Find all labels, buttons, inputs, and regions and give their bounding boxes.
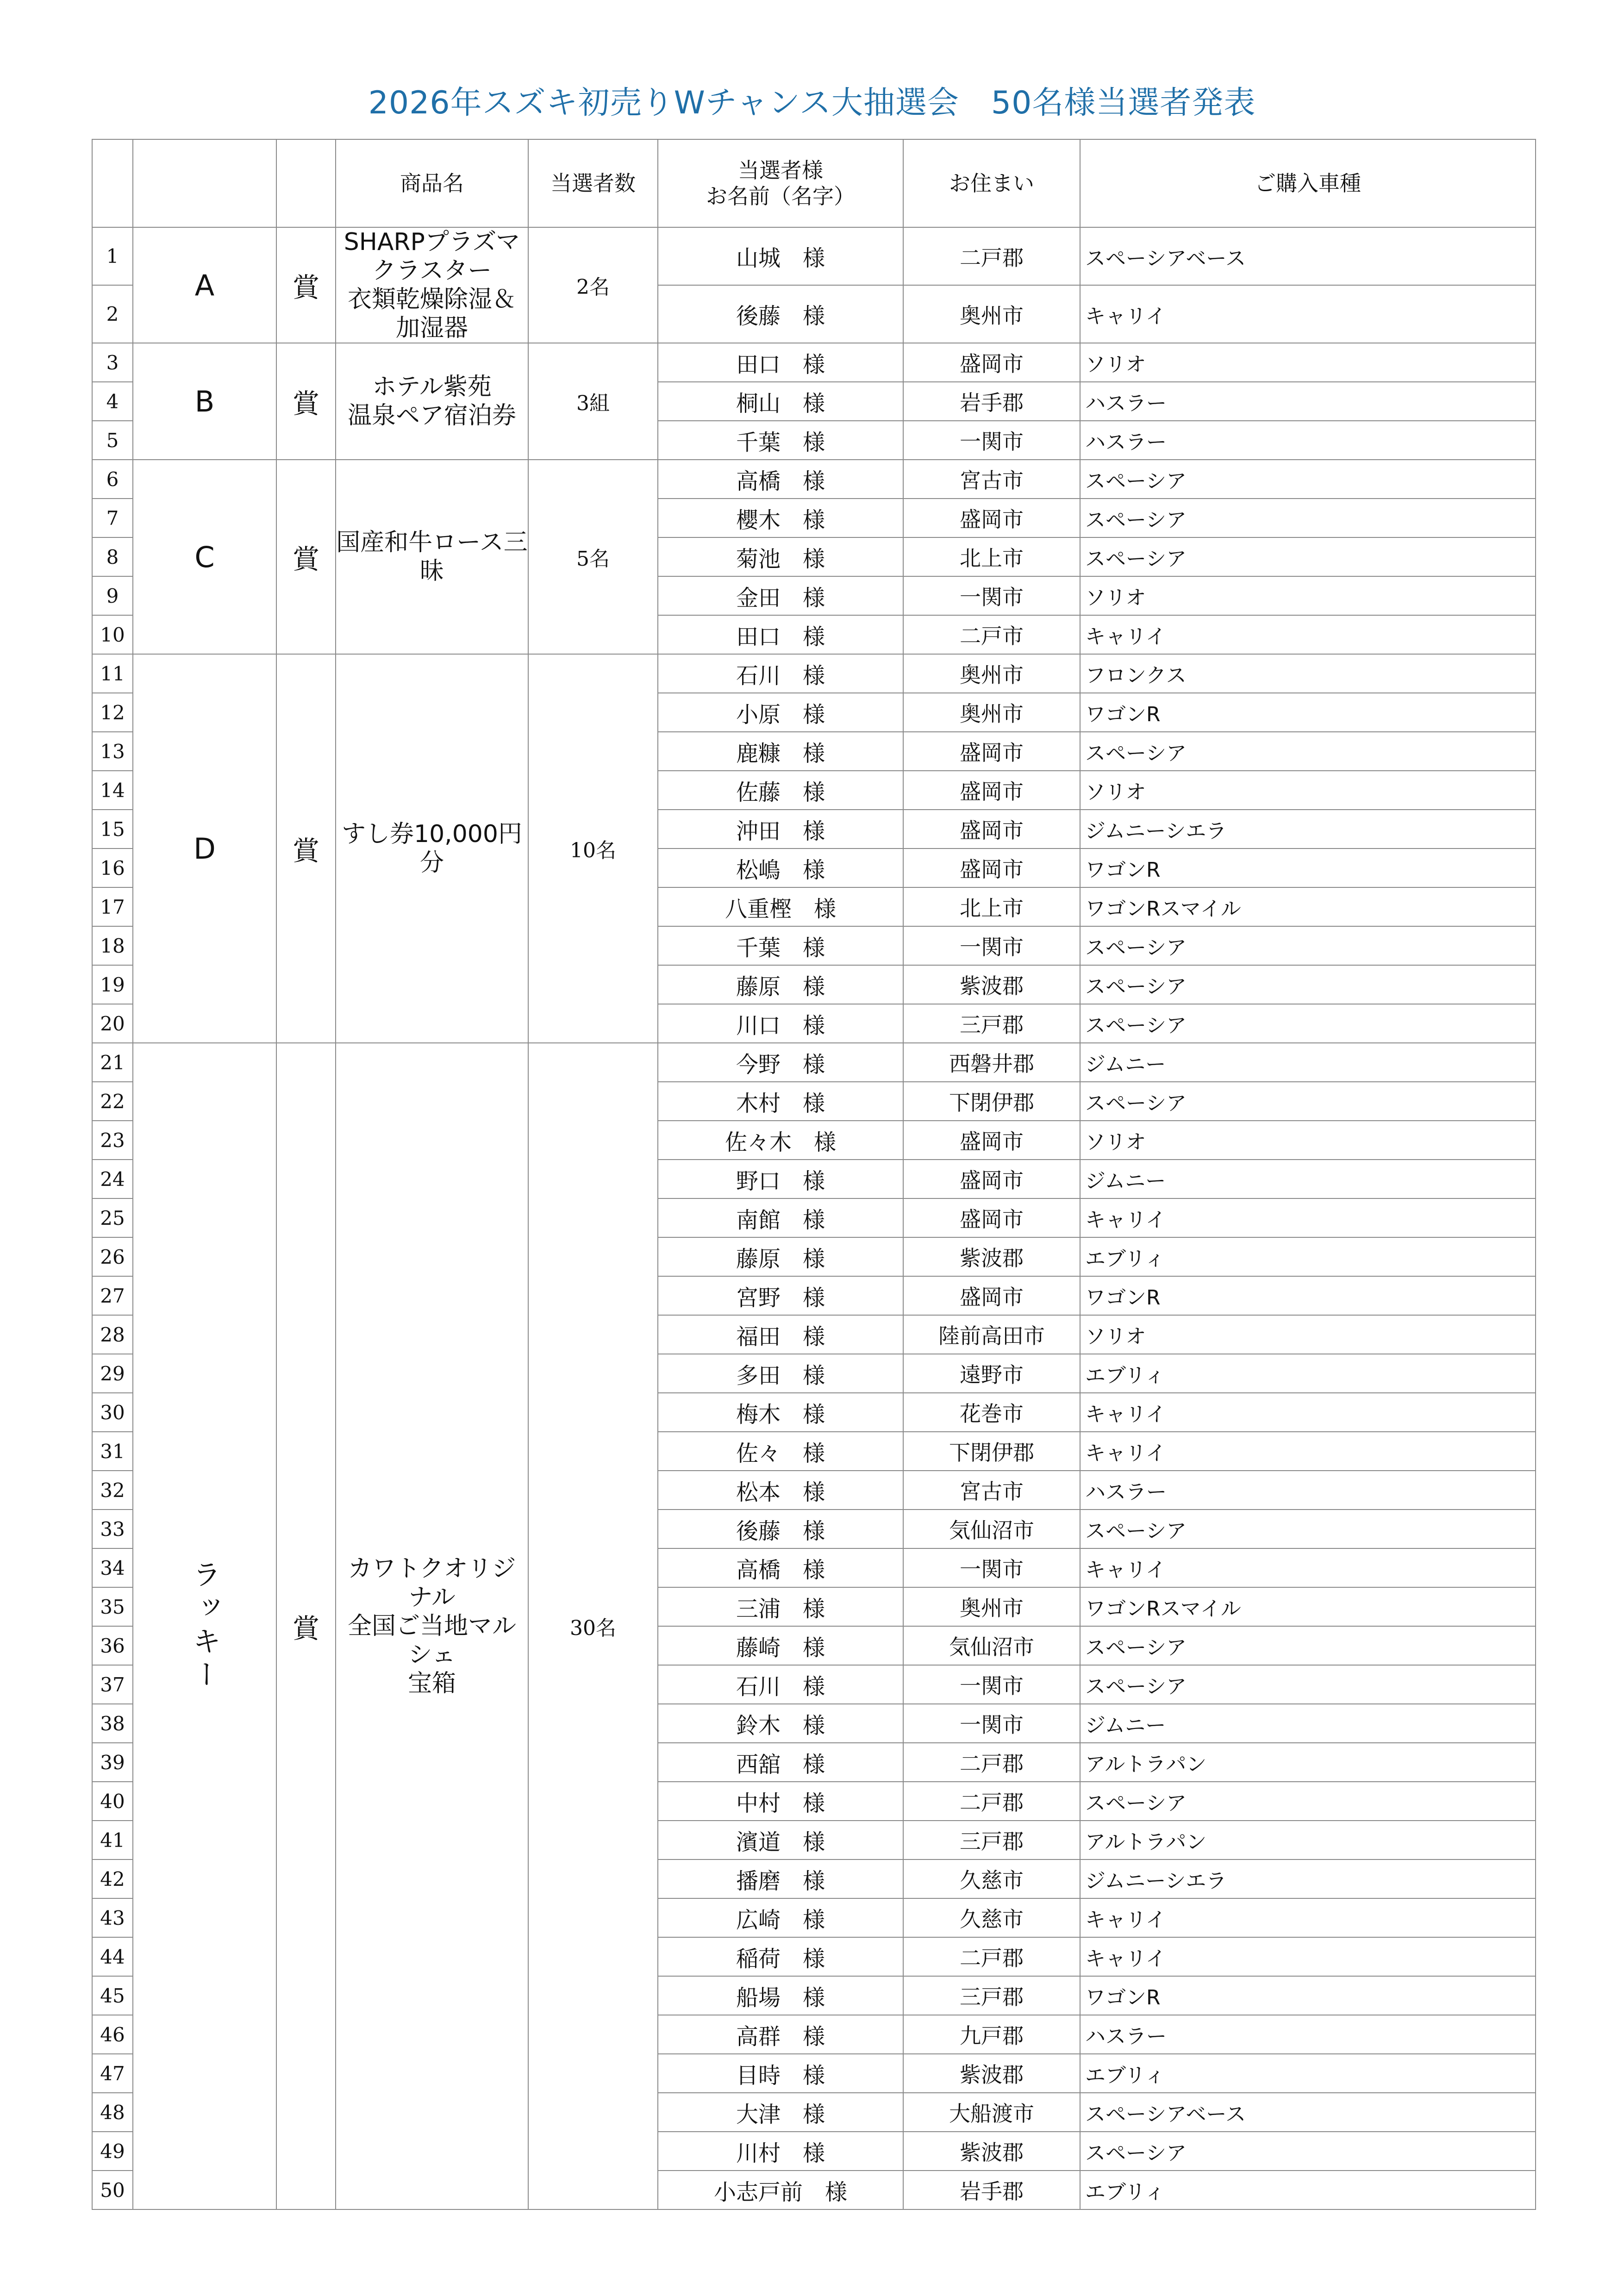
prize-name: すし券10,000円分	[336, 654, 528, 1043]
winner-count: 3組	[528, 343, 658, 460]
winner-address: 盛岡市	[903, 1198, 1080, 1237]
winner-address: 岩手郡	[903, 382, 1080, 421]
winner-car: ハスラー	[1080, 1471, 1536, 1510]
winner-name: 佐々木 様	[658, 1121, 903, 1160]
winner-name: 藤原 様	[658, 965, 903, 1004]
winner-car: ジムニー	[1080, 1160, 1536, 1198]
winner-count: 2名	[528, 227, 658, 343]
winner-car: フロンクス	[1080, 654, 1536, 693]
row-number: 5	[92, 421, 133, 460]
winner-address: 二戸郡	[903, 1743, 1080, 1782]
winner-address: 下閉伊郡	[903, 1432, 1080, 1471]
row-number: 15	[92, 810, 133, 849]
header-sho	[276, 139, 336, 227]
winners-table	[92, 139, 1536, 2210]
prize-name: 国産和牛ロース三昧	[336, 460, 528, 654]
winner-car: ワゴンR	[1080, 1976, 1536, 2015]
winner-car: キャリイ	[1080, 1937, 1536, 1976]
row-number: 46	[92, 2015, 133, 2054]
header-no	[92, 139, 133, 227]
winner-address: 二戸市	[903, 615, 1080, 654]
prize-name: SHARPプラズマクラスター 衣類乾燥除湿＆加湿器	[336, 227, 528, 343]
winner-address: 陸前高田市	[903, 1315, 1080, 1354]
winner-address: 二戸郡	[903, 1937, 1080, 1976]
row-number: 19	[92, 965, 133, 1004]
winner-address: 一関市	[903, 926, 1080, 965]
winner-address: 一関市	[903, 576, 1080, 615]
winner-car: スペーシア	[1080, 1004, 1536, 1043]
winner-name: 木村 様	[658, 1082, 903, 1121]
winner-address: 宮古市	[903, 460, 1080, 499]
winner-name: 後藤 様	[658, 1510, 903, 1548]
winner-address: 久慈市	[903, 1898, 1080, 1937]
winner-address: 二戸郡	[903, 1782, 1080, 1821]
winner-name: 小志戸前 様	[658, 2171, 903, 2209]
winner-car: スペーシア	[1080, 1626, 1536, 1665]
winner-count: 10名	[528, 654, 658, 1043]
header-grade	[133, 139, 276, 227]
row-number: 30	[92, 1393, 133, 1432]
winner-name: 佐々 様	[658, 1432, 903, 1471]
winner-car: ワゴンR	[1080, 693, 1536, 732]
winner-name: 田口 様	[658, 343, 903, 382]
winner-car: ジムニーシエラ	[1080, 810, 1536, 849]
winner-car: ソリオ	[1080, 1121, 1536, 1160]
table-row	[92, 227, 1536, 285]
winner-name: 福田 様	[658, 1315, 903, 1354]
winner-name: 船場 様	[658, 1976, 903, 2015]
winner-car: エブリィ	[1080, 1354, 1536, 1393]
winner-car: キャリイ	[1080, 1898, 1536, 1937]
table-row	[92, 654, 1536, 693]
row-number: 17	[92, 887, 133, 926]
winner-name: 大津 様	[658, 2093, 903, 2132]
winner-name: 梅木 様	[658, 1393, 903, 1432]
prize-name: カワトクオリジナル 全国ご当地マルシェ 宝箱	[336, 1043, 528, 2209]
header-address: お住まい	[903, 139, 1080, 227]
row-number: 32	[92, 1471, 133, 1510]
winner-name: 中村 様	[658, 1782, 903, 1821]
prize-suffix: 賞	[276, 460, 336, 654]
table-row	[92, 1043, 1536, 1082]
winner-car: スペーシア	[1080, 732, 1536, 771]
winner-car: ハスラー	[1080, 421, 1536, 460]
winner-name: 広崎 様	[658, 1898, 903, 1937]
winner-car: エブリィ	[1080, 2054, 1536, 2093]
row-number: 27	[92, 1276, 133, 1315]
winner-address: 一関市	[903, 1548, 1080, 1587]
winner-car: ジムニー	[1080, 1704, 1536, 1743]
winner-address: 気仙沼市	[903, 1626, 1080, 1665]
winner-car: スペーシア	[1080, 926, 1536, 965]
winner-car: エブリィ	[1080, 1237, 1536, 1276]
winner-car: キャリイ	[1080, 1198, 1536, 1237]
row-number: 7	[92, 499, 133, 537]
prize-name: ホテル紫苑 温泉ペア宿泊券	[336, 343, 528, 460]
header-product: 商品名	[336, 139, 528, 227]
row-number: 49	[92, 2132, 133, 2171]
winner-address: 奥州市	[903, 693, 1080, 732]
winner-name: 宮野 様	[658, 1276, 903, 1315]
winner-car: スペーシア	[1080, 1782, 1536, 1821]
winner-address: 三戸郡	[903, 1821, 1080, 1859]
prize-suffix: 賞	[276, 1043, 336, 2209]
winner-address: 一関市	[903, 1704, 1080, 1743]
winner-car: ハスラー	[1080, 2015, 1536, 2054]
winner-name: 播磨 様	[658, 1859, 903, 1898]
prize-grade: C	[133, 460, 276, 654]
winner-car: キャリイ	[1080, 1432, 1536, 1471]
row-number: 20	[92, 1004, 133, 1043]
row-number: 40	[92, 1782, 133, 1821]
winner-name: 千葉 様	[658, 926, 903, 965]
row-number: 28	[92, 1315, 133, 1354]
winner-address: 紫波郡	[903, 1237, 1080, 1276]
winner-address: 三戸郡	[903, 1004, 1080, 1043]
winner-count: 5名	[528, 460, 658, 654]
row-number: 22	[92, 1082, 133, 1121]
winner-car: スペーシア	[1080, 965, 1536, 1004]
row-number: 50	[92, 2171, 133, 2209]
winner-name: 今野 様	[658, 1043, 903, 1082]
row-number: 21	[92, 1043, 133, 1082]
winner-address: 宮古市	[903, 1471, 1080, 1510]
winner-car: ソリオ	[1080, 771, 1536, 810]
winner-name: 桐山 様	[658, 382, 903, 421]
winner-name: 後藤 様	[658, 285, 903, 343]
row-number: 39	[92, 1743, 133, 1782]
row-number: 12	[92, 693, 133, 732]
row-number: 23	[92, 1121, 133, 1160]
winner-name: 石川 様	[658, 1665, 903, 1704]
winner-name: 佐藤 様	[658, 771, 903, 810]
prize-grade: D	[133, 654, 276, 1043]
winner-address: 奥州市	[903, 285, 1080, 343]
winner-car: キャリイ	[1080, 1548, 1536, 1587]
row-number: 36	[92, 1626, 133, 1665]
winner-address: 盛岡市	[903, 1160, 1080, 1198]
winner-car: スペーシア	[1080, 460, 1536, 499]
winner-address: 久慈市	[903, 1859, 1080, 1898]
winner-name: 八重樫 様	[658, 887, 903, 926]
winner-name: 南館 様	[658, 1198, 903, 1237]
winner-car: キャリイ	[1080, 1393, 1536, 1432]
row-number: 48	[92, 2093, 133, 2132]
row-number: 34	[92, 1548, 133, 1587]
row-number: 42	[92, 1859, 133, 1898]
winner-address: 北上市	[903, 887, 1080, 926]
row-number: 43	[92, 1898, 133, 1937]
winner-address: 一関市	[903, 1665, 1080, 1704]
winner-car: ジムニーシエラ	[1080, 1859, 1536, 1898]
winner-address: 岩手郡	[903, 2171, 1080, 2209]
winner-address: 盛岡市	[903, 343, 1080, 382]
winner-name: 松嶋 様	[658, 849, 903, 887]
winner-name: 川口 様	[658, 1004, 903, 1043]
winner-car: ジムニー	[1080, 1043, 1536, 1082]
row-number: 29	[92, 1354, 133, 1393]
winner-name: 高群 様	[658, 2015, 903, 2054]
winner-name: 菊池 様	[658, 537, 903, 576]
prize-suffix: 賞	[276, 343, 336, 460]
winner-address: 盛岡市	[903, 810, 1080, 849]
winner-address: 紫波郡	[903, 2054, 1080, 2093]
winner-car: キャリイ	[1080, 285, 1536, 343]
winner-car: スペーシア	[1080, 1510, 1536, 1548]
header-row	[92, 139, 1536, 227]
winner-car: スペーシア	[1080, 537, 1536, 576]
winner-car: ワゴンR	[1080, 849, 1536, 887]
winner-name: 田口 様	[658, 615, 903, 654]
winner-name: 三浦 様	[658, 1587, 903, 1626]
prize-grade: ラッキー	[133, 1043, 276, 2209]
winner-name: 松本 様	[658, 1471, 903, 1510]
winner-name: 小原 様	[658, 693, 903, 732]
winner-address: 盛岡市	[903, 771, 1080, 810]
winner-name: 川村 様	[658, 2132, 903, 2171]
winner-car: ソリオ	[1080, 576, 1536, 615]
row-number: 47	[92, 2054, 133, 2093]
row-number: 24	[92, 1160, 133, 1198]
row-number: 11	[92, 654, 133, 693]
header-count: 当選者数	[528, 139, 658, 227]
winner-address: 三戸郡	[903, 1976, 1080, 2015]
winner-address: 奥州市	[903, 654, 1080, 693]
winner-address: 紫波郡	[903, 2132, 1080, 2171]
winner-address: 九戸郡	[903, 2015, 1080, 2054]
winner-address: 気仙沼市	[903, 1510, 1080, 1548]
row-number: 41	[92, 1821, 133, 1859]
row-number: 45	[92, 1976, 133, 2015]
winner-car: ソリオ	[1080, 343, 1536, 382]
winner-car: アルトラパン	[1080, 1743, 1536, 1782]
header-name: 当選者様 お名前（名字）	[658, 139, 903, 227]
prize-suffix: 賞	[276, 227, 336, 343]
winner-car: ワゴンR	[1080, 1276, 1536, 1315]
winner-address: 大船渡市	[903, 2093, 1080, 2132]
winner-car: ハスラー	[1080, 382, 1536, 421]
row-number: 14	[92, 771, 133, 810]
winner-name: 濱道 様	[658, 1821, 903, 1859]
table-row	[92, 343, 1536, 382]
table-row	[92, 460, 1536, 499]
winner-address: 紫波郡	[903, 965, 1080, 1004]
header-car: ご購入車種	[1080, 139, 1536, 227]
winner-name: 金田 様	[658, 576, 903, 615]
winner-car: スペーシアベース	[1080, 2093, 1536, 2132]
winner-address: 花巻市	[903, 1393, 1080, 1432]
winner-address: 遠野市	[903, 1354, 1080, 1393]
winner-address: 北上市	[903, 537, 1080, 576]
winner-car: スペーシア	[1080, 1082, 1536, 1121]
winner-name: 鈴木 様	[658, 1704, 903, 1743]
row-number: 44	[92, 1937, 133, 1976]
row-number: 4	[92, 382, 133, 421]
winner-address: 西磐井郡	[903, 1043, 1080, 1082]
winner-name: 野口 様	[658, 1160, 903, 1198]
row-number: 3	[92, 343, 133, 382]
row-number: 18	[92, 926, 133, 965]
row-number: 33	[92, 1510, 133, 1548]
winner-name: 目時 様	[658, 2054, 903, 2093]
winner-name: 藤崎 様	[658, 1626, 903, 1665]
page-title: 2026年スズキ初売りWチャンス大抽選会 50名様当選者発表	[368, 85, 1256, 121]
row-number: 16	[92, 849, 133, 887]
winner-address: 下閉伊郡	[903, 1082, 1080, 1121]
winner-car: スペーシア	[1080, 499, 1536, 537]
winner-address: 盛岡市	[903, 732, 1080, 771]
winner-name: 沖田 様	[658, 810, 903, 849]
row-number: 2	[92, 285, 133, 343]
winner-car: ワゴンRスマイル	[1080, 1587, 1536, 1626]
winner-name: 稲荷 様	[658, 1937, 903, 1976]
winner-name: 鹿糠 様	[658, 732, 903, 771]
winner-name: 山城 様	[658, 227, 903, 285]
prize-suffix: 賞	[276, 654, 336, 1043]
winner-car: スペーシア	[1080, 1665, 1536, 1704]
winner-car: エブリィ	[1080, 2171, 1536, 2209]
row-number: 10	[92, 615, 133, 654]
winner-name: 高橋 様	[658, 460, 903, 499]
winner-address: 奥州市	[903, 1587, 1080, 1626]
winner-name: 千葉 様	[658, 421, 903, 460]
winner-address: 盛岡市	[903, 1121, 1080, 1160]
winner-count: 30名	[528, 1043, 658, 2209]
winner-name: 多田 様	[658, 1354, 903, 1393]
winners-body	[92, 227, 1536, 2209]
winner-name: 櫻木 様	[658, 499, 903, 537]
row-number: 13	[92, 732, 133, 771]
row-number: 6	[92, 460, 133, 499]
prize-grade: B	[133, 343, 276, 460]
winner-address: 二戸郡	[903, 227, 1080, 285]
winner-car: ソリオ	[1080, 1315, 1536, 1354]
row-number: 38	[92, 1704, 133, 1743]
row-number: 31	[92, 1432, 133, 1471]
winner-car: ワゴンRスマイル	[1080, 887, 1536, 926]
winner-name: 高橋 様	[658, 1548, 903, 1587]
row-number: 9	[92, 576, 133, 615]
row-number: 26	[92, 1237, 133, 1276]
winner-car: スペーシア	[1080, 2132, 1536, 2171]
row-number: 8	[92, 537, 133, 576]
row-number: 37	[92, 1665, 133, 1704]
winner-car: アルトラパン	[1080, 1821, 1536, 1859]
winner-address: 一関市	[903, 421, 1080, 460]
winner-name: 藤原 様	[658, 1237, 903, 1276]
prize-grade: A	[133, 227, 276, 343]
row-number: 35	[92, 1587, 133, 1626]
winner-address: 盛岡市	[903, 499, 1080, 537]
row-number: 25	[92, 1198, 133, 1237]
winner-car: スペーシアベース	[1080, 227, 1536, 285]
winner-name: 石川 様	[658, 654, 903, 693]
row-number: 1	[92, 227, 133, 285]
winner-name: 西舘 様	[658, 1743, 903, 1782]
winner-car: キャリイ	[1080, 615, 1536, 654]
winner-address: 盛岡市	[903, 1276, 1080, 1315]
winner-address: 盛岡市	[903, 849, 1080, 887]
